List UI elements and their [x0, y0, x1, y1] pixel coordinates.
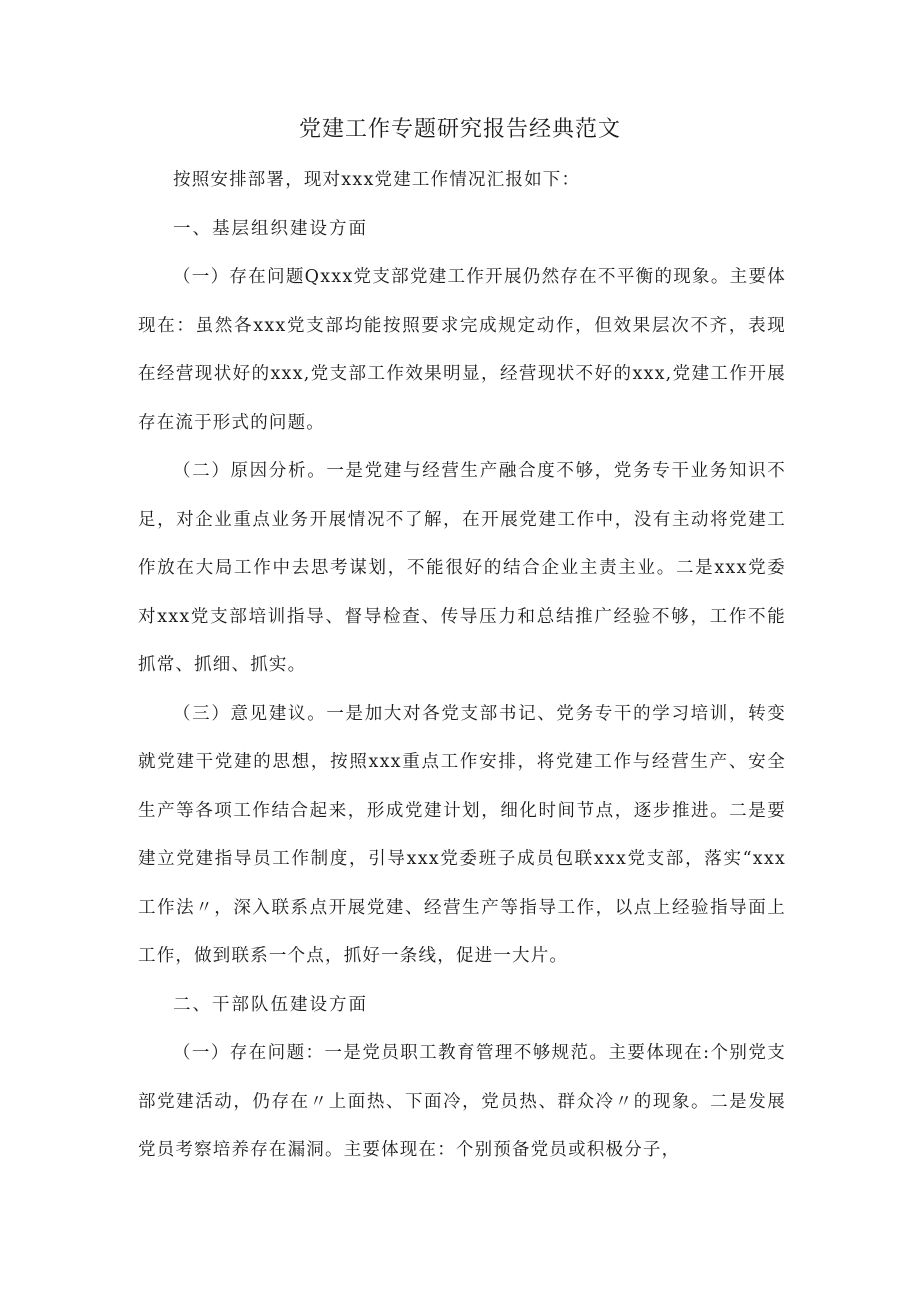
document-body — [138, 156, 786, 1175]
section-1-paragraph-1: （一）存在问题Qxxx党支部党建工作开展仍然存在不平衡的现象。主要体现在：虽然各xxx党支部均能按照要求完成规定动作，但效果层次不齐，表现在经营现状好的xxx,党支部工作效果明显，经营现状不好的xxx,党建工作开展存在流于形式的问题。 — [138, 267, 786, 433]
section-1-paragraph-2: （二）原因分析。一是党建与经营生产融合度不够，党务专干业务知识不足，对企业重点业务开展情况不了解，在开展党建工作中，没有主动将党建工作放在大局工作中去思考谋划，不能很好的结合企业主责主业。二是xxx党委对xxx党支部培训指导、督导检查、传导压力和总结推广经验不够，工作不能抓常、抓细、抓实。 — [138, 461, 786, 675]
section-2-paragraph-1: （一）存在问题：一是党员职工教育管理不够规范。主要体现在:个别党支部党建活动，仍存在〃上面热、下面冷，党员热、群众冷〃的现象。二是发展党员考察培养存在漏洞。主要体现在：个别预备党员或积极分子， — [138, 1043, 786, 1160]
section-heading-1: 一、基层组织建设方面 — [173, 218, 368, 239]
intro-paragraph: 按照安排部署，现对xxx党建工作情况汇报如下： — [173, 170, 581, 190]
section-heading-2: 二、干部队伍建设方面 — [173, 994, 368, 1015]
section-1-paragraph-3: （三）意见建议。一是加大对各党支部书记、党务专干的学习培训，转变就党建干党建的思想，按照xxx重点工作安排，将党建工作与经营生产、安全生产等各项工作结合起来，形成党建计划，细化时间节点，逐步推进。二是要建立党建指导员工作制度，引导xxx党委班子成员包联xxx党支部，落实“xxx工作法〃，深入联系点开展党建、经营生产等指导工作，以点上经验指导面上工作，做到联系一个点，抓好一条线，促进一大片。 — [138, 703, 786, 966]
document-title: 党建工作专题研究报告经典范文 — [298, 117, 621, 142]
